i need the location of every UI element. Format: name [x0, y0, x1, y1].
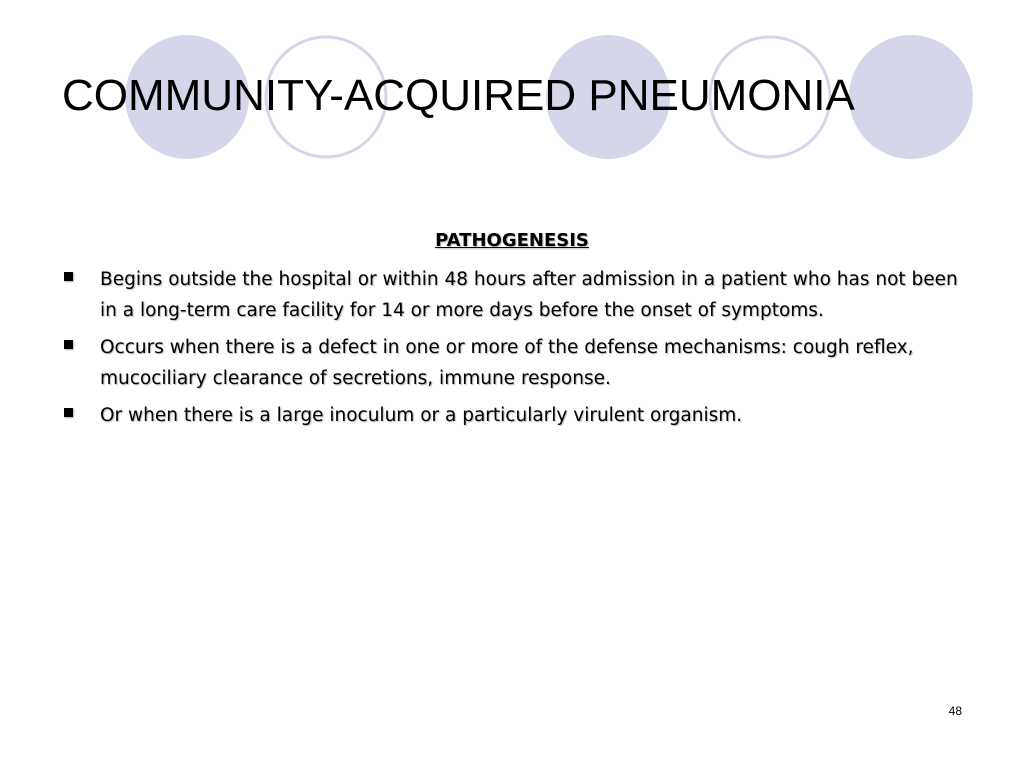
bullet-list [62, 264, 972, 437]
square-bullet-icon [64, 272, 73, 281]
bullet-text: Begins outside the hospital or within 48 hours after admission in a patient who has not been in a long-term care facility for 14 or more days before the onset of symptoms. [100, 269, 958, 321]
bullet-item [62, 332, 972, 394]
square-bullet-icon [64, 408, 73, 417]
slide-title: COMMUNITY-ACQUIRED PNEUMONIA [62, 71, 855, 120]
slide-number: 48 [948, 704, 962, 718]
bullet-text: Occurs when there is a defect in one or more of the defense mechanisms: cough reflex, mucociliary clearance of secretions, immune response. [100, 337, 914, 389]
bullet-item [62, 264, 972, 326]
square-bullet-icon [64, 340, 73, 349]
bullet-item [62, 400, 972, 431]
bullet-text: Or when there is a large inoculum or a particularly virulent organism. [100, 405, 743, 426]
section-heading: PATHOGENESIS [435, 230, 589, 251]
filled-circle [849, 35, 973, 159]
